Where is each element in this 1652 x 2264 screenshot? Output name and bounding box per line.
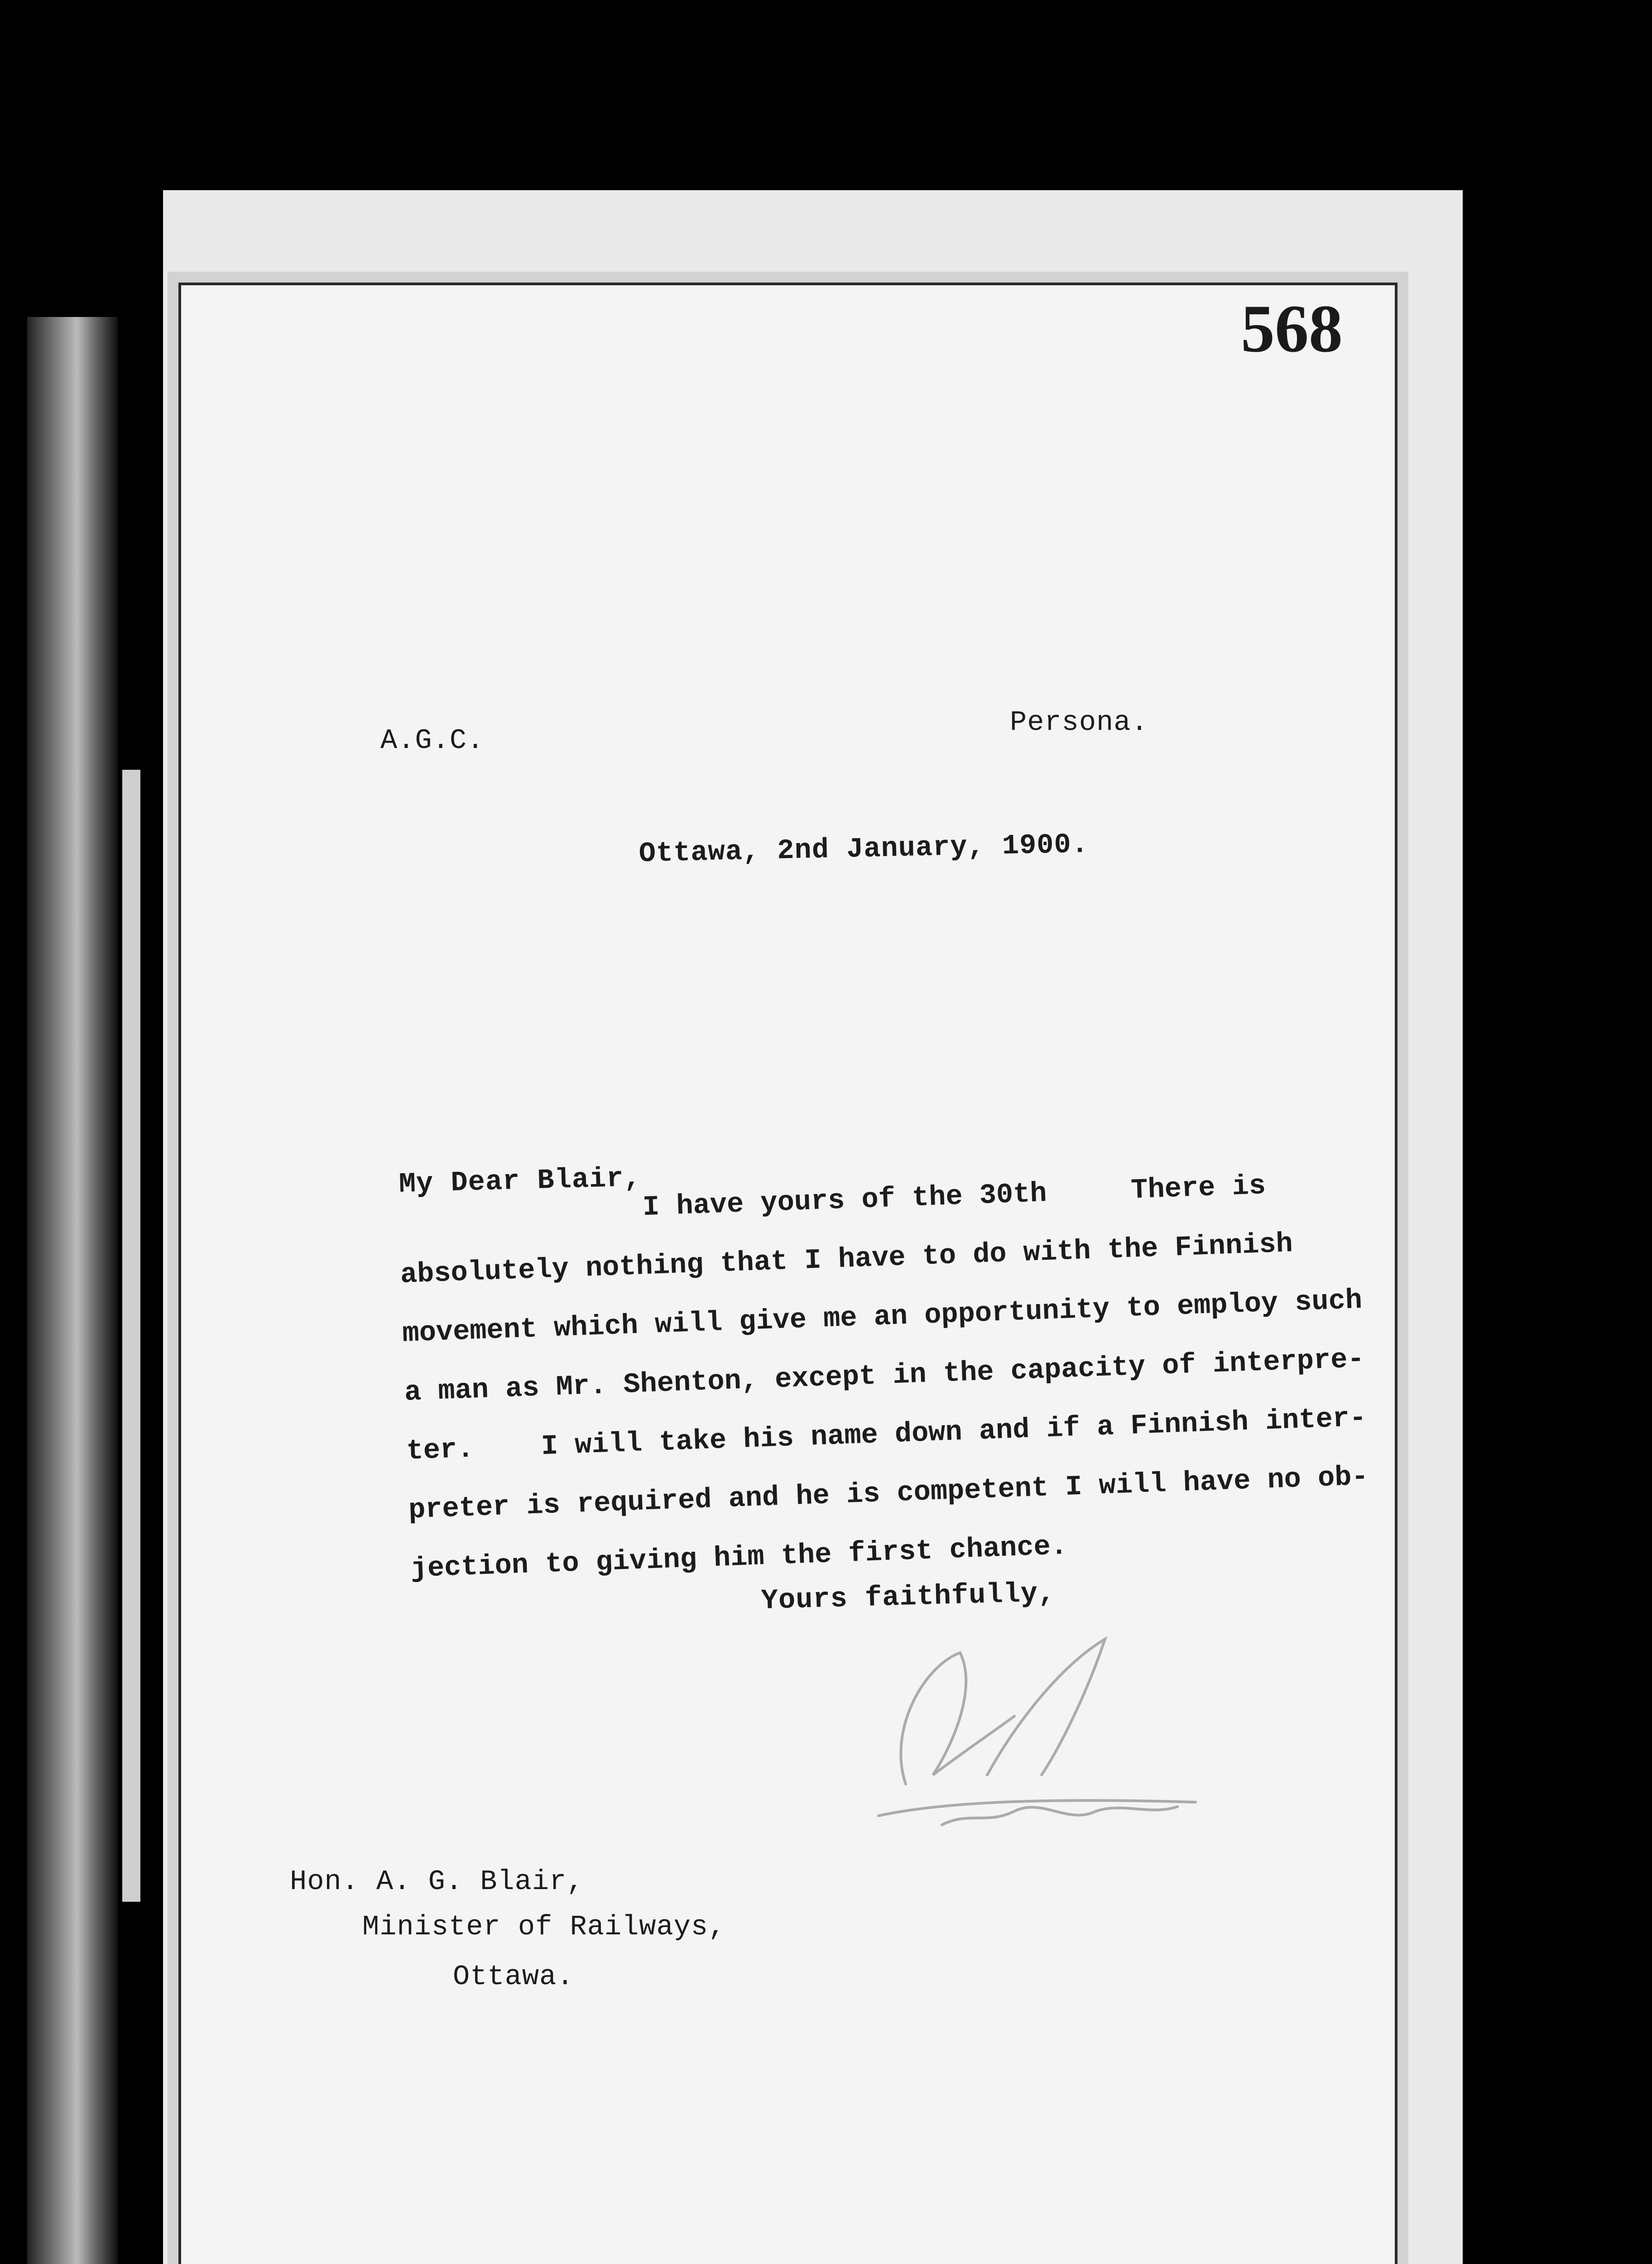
dateline: Ottawa, 2nd January, 1900. <box>639 828 1089 870</box>
salutation: My Dear Blair, <box>399 1161 642 1200</box>
personal-note: Persona. <box>1010 706 1148 739</box>
body-line: absolutely nothing that I have to do with the Finnish <box>399 1228 1293 1291</box>
addressee-city: Ottawa. <box>453 1961 574 1993</box>
signature <box>851 1612 1223 1847</box>
body-line: preter is required and he is competent I will have no ob- <box>408 1460 1369 1526</box>
closing: Yours faithfully, <box>761 1577 1056 1617</box>
file-code: A.G.C. <box>380 724 485 757</box>
addressee-title: Minister of Railways, <box>362 1911 726 1943</box>
body-line: a man as Mr. Shenton, except in the capacity of interpre- <box>403 1343 1365 1409</box>
body-line: jection to giving him the first chance. <box>410 1530 1068 1585</box>
body-line: movement which will give me an opportunity to employ such <box>402 1284 1363 1350</box>
body-line: ter. I will take his name down and if a Finnish inter- <box>406 1401 1367 1468</box>
body-line: I have yours of the 30th There is <box>642 1170 1267 1224</box>
page-number: 568 <box>1241 291 1343 366</box>
addressee-name: Hon. A. G. Blair, <box>290 1866 584 1898</box>
